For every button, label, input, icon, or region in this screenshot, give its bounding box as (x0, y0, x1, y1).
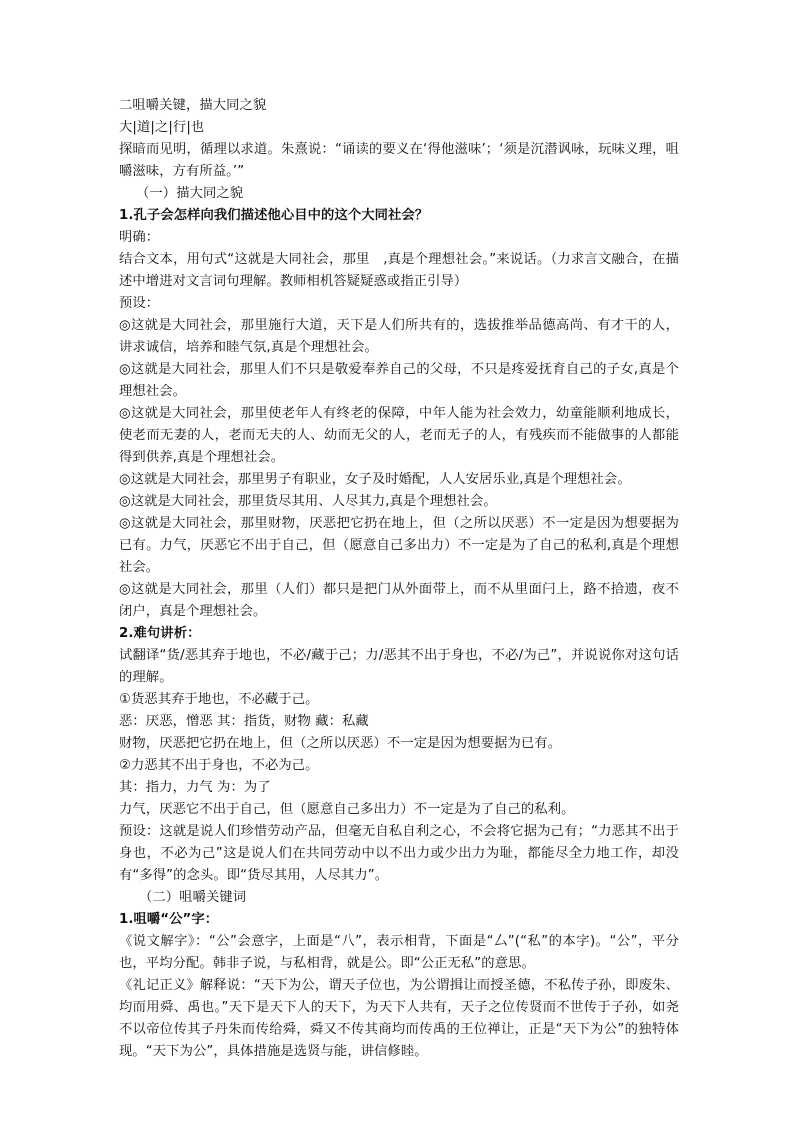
question-1: 1.孔子会怎样向我们描述他心目中的这个大同社会？ (119, 208, 429, 223)
preset-item: ◎这就是大同社会，那里（人们）都只是把门从外面带上，而不从里面闩上，路不拾遗，夜不闭户，真是个理想社会。 (119, 582, 679, 619)
subsection-title-1: （一）描大同之貌 (136, 186, 244, 201)
sentence-1-translation: 财物，厌恶把它扔在地上，但（之所以厌恶）不一定是因为想要据为已有。 (119, 736, 562, 751)
motto-line: 大|道|之|行|也 (119, 120, 205, 135)
preset-item: ◎这就是大同社会，那里货尽其用、人尽其力,真是个理想社会。 (119, 494, 497, 509)
subsection-title-2: （二）咀嚼关键词 (139, 890, 247, 905)
document-page (119, 95, 679, 1063)
sentence-1: ①货恶其弃于地也，不必藏于己。 (119, 692, 319, 707)
liji-paragraph: 《礼记正义》解释说：“天下为公，谓天子位也，为公谓揖让而授圣德，不私传子孙，即废朱、均而用舜、禹也。”天下是天下人的天下，为天下人共有，天子之位传贤而不世传于子孙，如尧不以帝位传其子丹朱而传给舜，舜又不传其商均而传禹的王位禅让，正是“天下为公”的独特体现。“天下为公”，具体措施是选贤与能，讲信修睦。 (119, 978, 679, 1059)
preset-item: ◎这就是大同社会，那里施行大道，天下是人们所共有的，选拔推举品德高尚、有才干的人，讲求诚信，培养和睦气氛,真是个理想社会。 (119, 318, 679, 355)
section-heading: 二咀嚼关键，描大同之貌 (119, 98, 267, 113)
sentence-2-gloss: 其：指力，力气 为：为了 (119, 780, 271, 795)
intro-paragraph: 探暗而见明，循理以求道。朱熹说：“诵读的要义在‘得他滋味’；‘须是沉潜讽咏，玩味义理，咀嚼滋味，方有所益。’” (119, 142, 679, 179)
sentence-2-preset: 预设：这就是说人们珍惜劳动产品，但毫无自私自利之心，不会将它据为己有；“力恶其不出于身也，不必为己”这是说人们在共同劳动中以不出力或少出力为耻，都能尽全力地工作，却没有“多得”的念头。即“货尽其用，人尽其力”。 (119, 824, 679, 883)
clarify-text: 结合文本，用句式“这就是大同社会，那里 ,真是个理想社会。”来说话。（力求言文融合，在描述中增进对文言词句理解。教师相机答疑疑惑或指正引导） (119, 252, 679, 289)
question-2: 2.难句讲析： (119, 626, 201, 641)
clarify-label: 明确： (119, 230, 160, 245)
question-gong: 1.咀嚼“公”字： (119, 912, 219, 927)
sentence-2: ②力恶其不出于身也，不必为己。 (119, 758, 319, 773)
preset-item: ◎这就是大同社会，那里人们不只是敬爱奉养自己的父母，不只是疼爱抚育自己的子女,真是个理想社会。 (119, 362, 679, 399)
preset-label: 预设： (119, 296, 160, 311)
preset-item: ◎这就是大同社会，那里财物，厌恶把它扔在地上，但（之所以厌恶）不一定是因为想要据为已有。力气，厌恶它不出于自己，但（愿意自己多出力）不一定是为了自己的私利,真是个理想社会。 (119, 516, 679, 575)
sentence-1-gloss: 恶：厌恶，憎恶 其：指货，财物 藏：私藏 (119, 714, 369, 729)
question-2-prompt: 试翻译“货/恶其弃于地也，不必/藏于己；力/恶其不出于身也，不必/为己”，并说说你对这句话的理解。 (119, 648, 679, 685)
sentence-2-translation: 力气，厌恶它不出于自己，但（愿意自己多出力）不一定是为了自己的私利。 (119, 802, 575, 817)
shuowen-paragraph: 《说文解字》：“公”会意字，上面是“八”，表示相背，下面是“厶”(“私”的本字)。“公”，平分也，平均分配。韩非子说，与私相背，就是公。即“公正无私”的意思。 (119, 934, 679, 971)
preset-item: ◎这就是大同社会，那里男子有职业，女子及时婚配，人人安居乐业,真是个理想社会。 (119, 472, 631, 487)
preset-item: ◎这就是大同社会，那里使老年人有终老的保障，中年人能为社会效力，幼童能顺利地成长，使老而无妻的人，老而无夫的人、幼而无父的人，老而无子的人，有残疾而不能做事的人都能得到供养,真是个理想社会。 (119, 406, 679, 465)
